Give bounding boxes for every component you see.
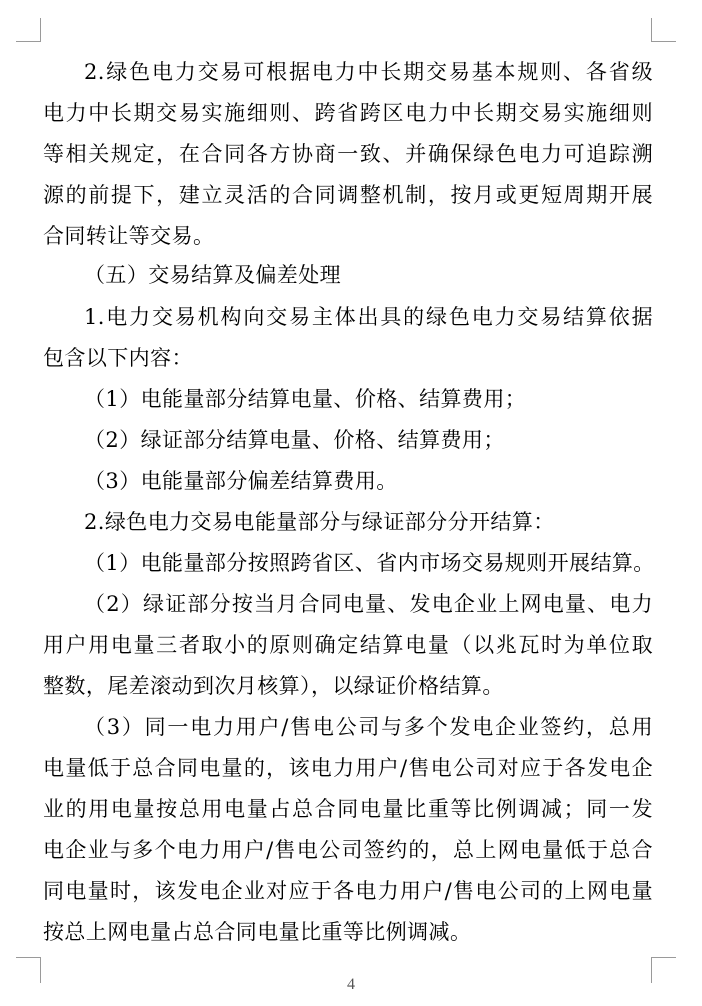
text-line: 电量低于总合同电量的，该电力用户/售电公司对应于各发电企 (43, 756, 653, 780)
text-line: （2）绿证部分结算电量、价格、结算费用； (84, 428, 505, 452)
text-line: 合同转让等交易。 (43, 224, 215, 248)
text-line: 整数，尾差滚动到次月核算），以绿证价格结算。 (43, 674, 504, 698)
text-line: 源的前提下，建立灵活的合同调整机制，按月或更短周期开展 (43, 183, 653, 207)
text-line: 等相关规定，在合同各方协商一致、并确保绿色电力可追踪溯 (43, 142, 653, 166)
page-number: 4 (347, 976, 355, 993)
text-line: （1）电能量部分结算电量、价格、结算费用； (84, 387, 527, 411)
text-line: 电企业与多个电力用户/售电公司签约的，总上网电量低于总合 (43, 838, 653, 862)
text-line: （3）同一电力用户/售电公司与多个发电企业签约，总用 (84, 715, 653, 739)
text-line: 按总上网电量占总合同电量比重等比例调减。 (43, 920, 472, 944)
text-line: 包含以下内容： (43, 346, 193, 370)
text-line: （3）电能量部分偏差结算费用。 (84, 469, 398, 493)
text-line: 电力中长期交易实施细则、跨省跨区电力中长期交易实施细则 (43, 101, 653, 125)
text-line: （2）绿证部分按当月合同电量、发电企业上网电量、电力 (84, 592, 653, 616)
text-line: 2.绿色电力交易可根据电力中长期交易基本规则、各省级 (84, 60, 653, 84)
text-line: 2.绿色电力交易电能量部分与绿证部分分开结算： (84, 510, 555, 534)
text-line: 同电量时，该发电企业对应于各电力用户/售电公司的上网电量 (43, 879, 653, 903)
text-line: （1）电能量部分按照跨省区、省内市场交易规则开展结算。 (84, 551, 655, 575)
text-line: 业的用电量按总用电量占总合同电量比重等比例调减；同一发 (43, 797, 653, 821)
text-line: 用户用电量三者取小的原则确定结算电量（以兆瓦时为单位取 (43, 633, 653, 657)
section-heading: （五）交易结算及偏差处理 (84, 263, 342, 287)
text-line: 1.电力交易机构向交易主体出具的绿色电力交易结算依据 (84, 305, 653, 329)
